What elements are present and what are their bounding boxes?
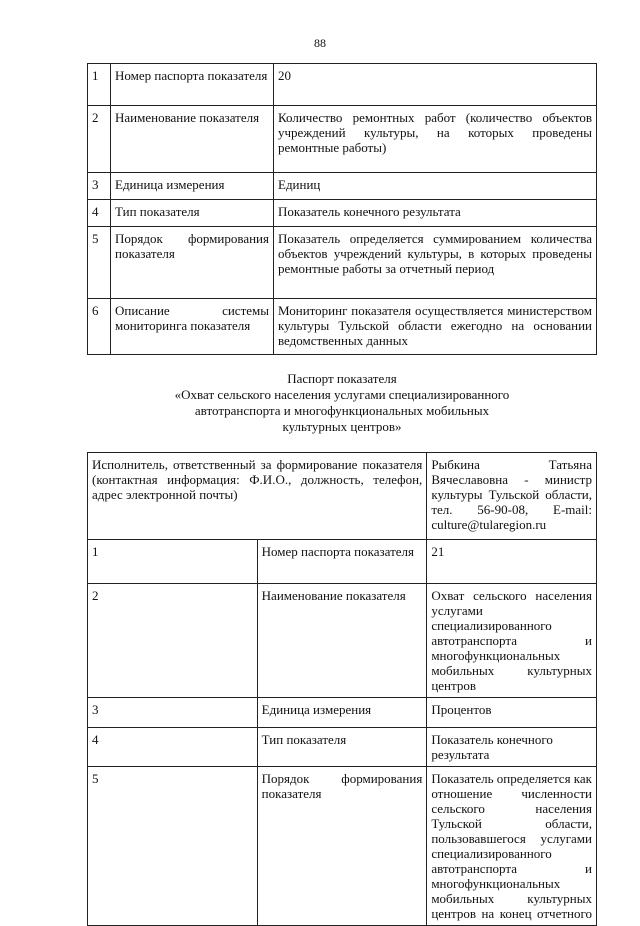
table-row bbox=[88, 200, 597, 227]
row-value: Охват сельского населения услугами специализированного автотранспорта и многофункциональных мобильных культурных центров bbox=[427, 584, 597, 698]
table-row bbox=[88, 453, 597, 540]
row-label: Единица измерения bbox=[257, 698, 427, 728]
executor-label: Исполнитель, ответственный за формирование показателя (контактная информация: Ф.И.О., должность, телефон, адрес электронной почты) bbox=[88, 453, 427, 540]
table-row bbox=[88, 767, 597, 926]
table-row bbox=[88, 728, 597, 767]
table-row bbox=[88, 299, 597, 355]
row-value: Показатель конечного результата bbox=[427, 728, 597, 767]
table-row bbox=[88, 584, 597, 698]
section-title bbox=[87, 371, 597, 435]
passport-table-21 bbox=[87, 452, 597, 926]
row-label: Номер паспорта показателя bbox=[257, 540, 427, 584]
row-number: 1 bbox=[88, 540, 258, 584]
row-value: Процентов bbox=[427, 698, 597, 728]
executor-value: Рыбкина Татьяна Вячеславовна - министр культуры Тульской области, тел. 56-90-08, E-mail: culture@tularegion.ru bbox=[427, 453, 597, 540]
section-title-line: культурных центров» bbox=[282, 419, 402, 434]
row-label: Порядок формирования показателя bbox=[111, 227, 274, 299]
row-value: Мониторинг показателя осуществляется министерством культуры Тульской области ежегодно на основании ведомственных данных bbox=[274, 299, 597, 355]
row-number: 3 bbox=[88, 698, 258, 728]
table-row bbox=[88, 227, 597, 299]
table-row bbox=[88, 106, 597, 173]
row-number: 3 bbox=[88, 173, 111, 200]
row-value: Единиц bbox=[274, 173, 597, 200]
table-row bbox=[88, 540, 597, 584]
row-value: Количество ремонтных работ (количество объектов учреждений культуры, на которых проведены ремонтные работы) bbox=[274, 106, 597, 173]
row-number: 4 bbox=[88, 200, 111, 227]
row-label: Номер паспорта показателя bbox=[111, 64, 274, 106]
row-number: 2 bbox=[88, 584, 258, 698]
table-row bbox=[88, 64, 597, 106]
row-number: 5 bbox=[88, 227, 111, 299]
row-value: Показатель определяется как отношение численности сельского населения Тульской области, пользовавшегося услугами специализированного автотранспорта и многофункциональных мобильных культурных центров на конец отчетного bbox=[427, 767, 597, 926]
row-number: 4 bbox=[88, 728, 258, 767]
table-row bbox=[88, 698, 597, 728]
row-value: Показатель конечного результата bbox=[274, 200, 597, 227]
row-number: 5 bbox=[88, 767, 258, 926]
row-label: Наименование показателя bbox=[257, 584, 427, 698]
row-number: 6 bbox=[88, 299, 111, 355]
section-title-line: «Охват сельского населения услугами специализированного bbox=[174, 387, 510, 402]
section-title-line: автотранспорта и многофункциональных мобильных bbox=[194, 403, 490, 418]
page-number: 88 bbox=[314, 36, 326, 50]
passport-table-20 bbox=[87, 63, 597, 355]
row-value: Показатель определяется суммированием количества объектов учреждений культуры, в которых проведены ремонтные работы за отчетный период bbox=[274, 227, 597, 299]
table-row bbox=[88, 173, 597, 200]
row-label: Тип показателя bbox=[111, 200, 274, 227]
row-value: 21 bbox=[427, 540, 597, 584]
row-label: Тип показателя bbox=[257, 728, 427, 767]
row-label: Наименование показателя bbox=[111, 106, 274, 173]
row-number: 1 bbox=[88, 64, 111, 106]
row-label: Порядок формирования показателя bbox=[257, 767, 427, 926]
row-label: Единица измерения bbox=[111, 173, 274, 200]
row-number: 2 bbox=[88, 106, 111, 173]
row-label: Описание системы мониторинга показателя bbox=[111, 299, 274, 355]
row-value: 20 bbox=[274, 64, 597, 106]
section-title-line: Паспорт показателя bbox=[287, 371, 397, 386]
